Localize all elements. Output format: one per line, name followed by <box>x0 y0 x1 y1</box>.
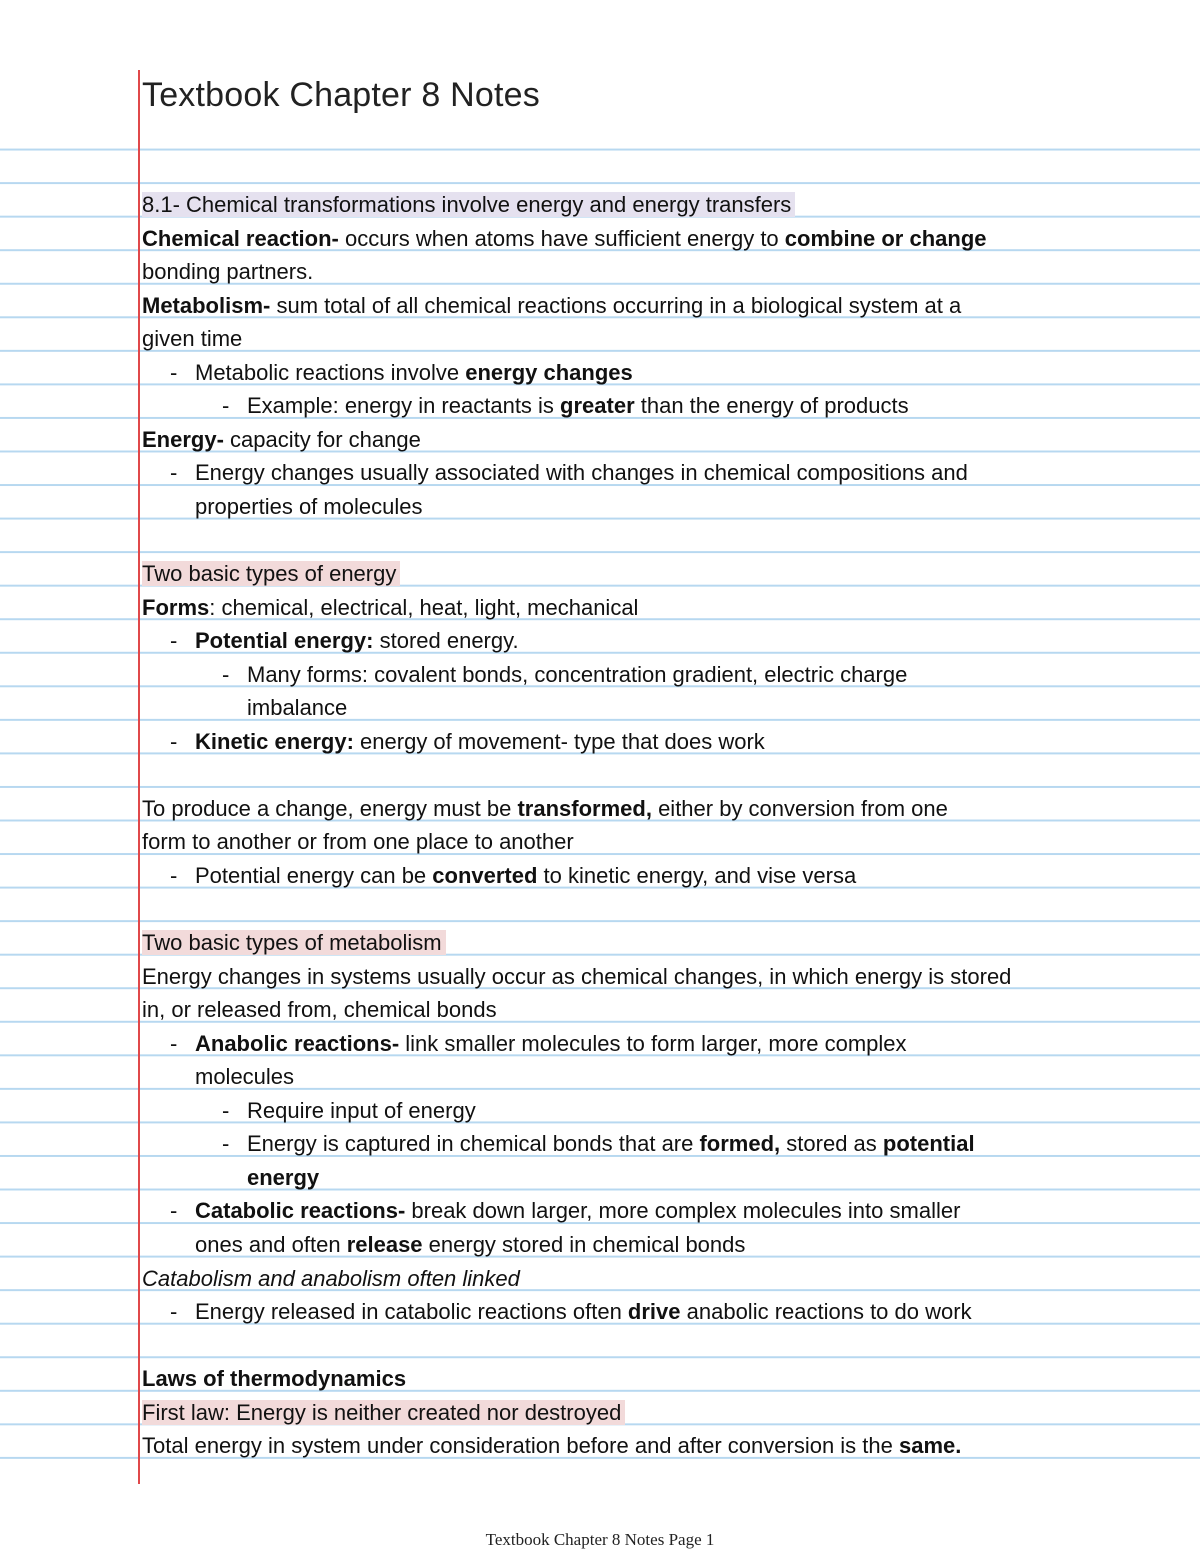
bullet-dash: - <box>170 1198 178 1224</box>
bullet-item <box>142 859 1142 893</box>
bullet-item <box>142 1194 1142 1228</box>
text: stored as <box>780 1131 883 1157</box>
italic-note: Catabolism and anabolism often linked <box>142 1265 520 1291</box>
text: Example: energy in reactants is <box>247 393 561 419</box>
emphasis: energy changes <box>465 359 633 385</box>
sub-bullet-item <box>142 1094 1142 1128</box>
term: Catabolic reactions- <box>195 1198 406 1224</box>
topic-heading: Two basic types of energy <box>142 561 400 586</box>
text: Energy changes in systems usually occur as chemical changes, in which energy is stored <box>142 963 1012 989</box>
text: Energy released in catabolic reactions often <box>195 1299 628 1325</box>
bullet-item <box>142 725 1142 759</box>
note-line <box>142 255 1142 289</box>
note-line <box>142 557 1142 591</box>
term: Metabolism- <box>142 292 271 318</box>
bullet-dash: - <box>170 628 178 654</box>
text: bonding partners. <box>142 259 314 285</box>
subheading: Laws of thermodynamics <box>142 1366 407 1392</box>
note-line <box>142 926 1142 960</box>
text: ones and often <box>195 1231 347 1257</box>
bullet-dash: - <box>222 661 230 687</box>
emphasis: release <box>346 1231 423 1257</box>
sub-bullet-item <box>142 1127 1142 1161</box>
text: Energy changes usually associated with changes in chemical compositions and <box>195 460 968 486</box>
emphasis: transformed, <box>517 795 652 821</box>
bullet-item <box>142 356 1142 390</box>
blank-line <box>142 1329 1142 1363</box>
term: Potential energy: <box>195 628 374 654</box>
bullet-item <box>142 624 1142 658</box>
note-line <box>142 1429 1142 1463</box>
text: given time <box>142 326 243 352</box>
text: in, or released from, chemical bonds <box>142 997 497 1023</box>
text: energy of movement- type that does work <box>353 728 765 754</box>
bullet-continuation <box>142 1228 1142 1262</box>
note-line <box>142 289 1142 323</box>
emphasis: potential <box>882 1131 975 1157</box>
sub-bullet-item <box>142 389 1142 423</box>
term: Energy- <box>142 426 224 452</box>
emphasis: same. <box>898 1433 962 1459</box>
text: Energy is captured in chemical bonds that are <box>247 1131 700 1157</box>
text: than the energy of products <box>634 393 909 419</box>
text: Total energy in system under consideration before and after conversion is the <box>142 1433 899 1459</box>
topic-heading: First law: Energy is neither created nor destroyed <box>142 1400 625 1425</box>
section-heading: 8.1- Chemical transformations involve energy and energy transfers <box>142 192 795 217</box>
notes-content <box>142 188 1142 1463</box>
note-line <box>142 1262 1142 1296</box>
text: form to another or from one place to another <box>142 829 574 855</box>
note-line <box>142 1362 1142 1396</box>
term: Anabolic reactions- <box>195 1030 400 1056</box>
bullet-item <box>142 1027 1142 1061</box>
text: Require input of energy <box>247 1097 476 1123</box>
text: imbalance <box>247 695 348 721</box>
bullet-dash: - <box>170 460 178 486</box>
bullet-continuation <box>142 1060 1142 1094</box>
text: energy stored in chemical bonds <box>422 1231 746 1257</box>
text: anabolic reactions to do work <box>680 1299 972 1325</box>
term: Forms <box>142 594 210 620</box>
note-line <box>142 591 1142 625</box>
page-header-area <box>0 0 1200 140</box>
blank-line <box>142 758 1142 792</box>
text: Potential energy can be <box>195 862 433 888</box>
emphasis: drive <box>627 1299 681 1325</box>
note-line <box>142 960 1142 994</box>
note-line <box>142 222 1142 256</box>
text: capacity for change <box>223 426 421 452</box>
text: break down larger, more complex molecules into smaller <box>405 1198 961 1224</box>
text: link smaller molecules to form larger, more complex <box>399 1030 907 1056</box>
topic-heading: Two basic types of metabolism <box>142 930 446 955</box>
text: either by conversion from one <box>651 795 948 821</box>
bullet-continuation <box>142 691 1142 725</box>
emphasis: converted <box>432 862 538 888</box>
bullet-dash: - <box>170 728 178 754</box>
text: stored energy. <box>373 628 519 654</box>
emphasis: combine or change <box>784 225 987 251</box>
note-line <box>142 188 1142 222</box>
bullet-continuation <box>142 490 1142 524</box>
blank-line <box>142 523 1142 557</box>
bullet-dash: - <box>170 359 178 385</box>
bullet-dash: - <box>170 1030 178 1056</box>
bullet-dash: - <box>170 862 178 888</box>
emphasis: formed, <box>699 1131 781 1157</box>
note-line <box>142 792 1142 826</box>
term: Chemical reaction- <box>142 225 339 251</box>
sub-bullet-item <box>142 658 1142 692</box>
bullet-item <box>142 1295 1142 1329</box>
text: properties of molecules <box>195 493 423 519</box>
page-title: Textbook Chapter 8 Notes <box>142 76 540 114</box>
text: sum total of all chemical reactions occurring in a biological system at a <box>270 292 962 318</box>
emphasis: energy <box>247 1164 320 1190</box>
bullet-continuation <box>142 1161 1142 1195</box>
text: Metabolic reactions involve <box>195 359 466 385</box>
blank-line <box>142 892 1142 926</box>
bullet-dash: - <box>222 1097 230 1123</box>
text: molecules <box>195 1064 295 1090</box>
margin-line <box>138 70 140 1484</box>
text: to kinetic energy, and vise versa <box>537 862 857 888</box>
term: Kinetic energy: <box>195 728 354 754</box>
note-line <box>142 423 1142 457</box>
emphasis: greater <box>560 393 635 419</box>
bullet-dash: - <box>222 1131 230 1157</box>
text: To produce a change, energy must be <box>142 795 518 821</box>
text: Many forms: covalent bonds, concentration gradient, electric charge <box>247 661 908 687</box>
bullet-item <box>142 456 1142 490</box>
bullet-dash: - <box>170 1299 178 1325</box>
page-footer: Textbook Chapter 8 Notes Page 1 <box>485 1530 715 1549</box>
note-line <box>142 993 1142 1027</box>
note-line <box>142 1396 1142 1430</box>
text: : chemical, electrical, heat, light, mechanical <box>209 594 639 620</box>
bullet-dash: - <box>222 393 230 419</box>
text: occurs when atoms have sufficient energy to <box>338 225 785 251</box>
note-line <box>142 322 1142 356</box>
note-line <box>142 825 1142 859</box>
